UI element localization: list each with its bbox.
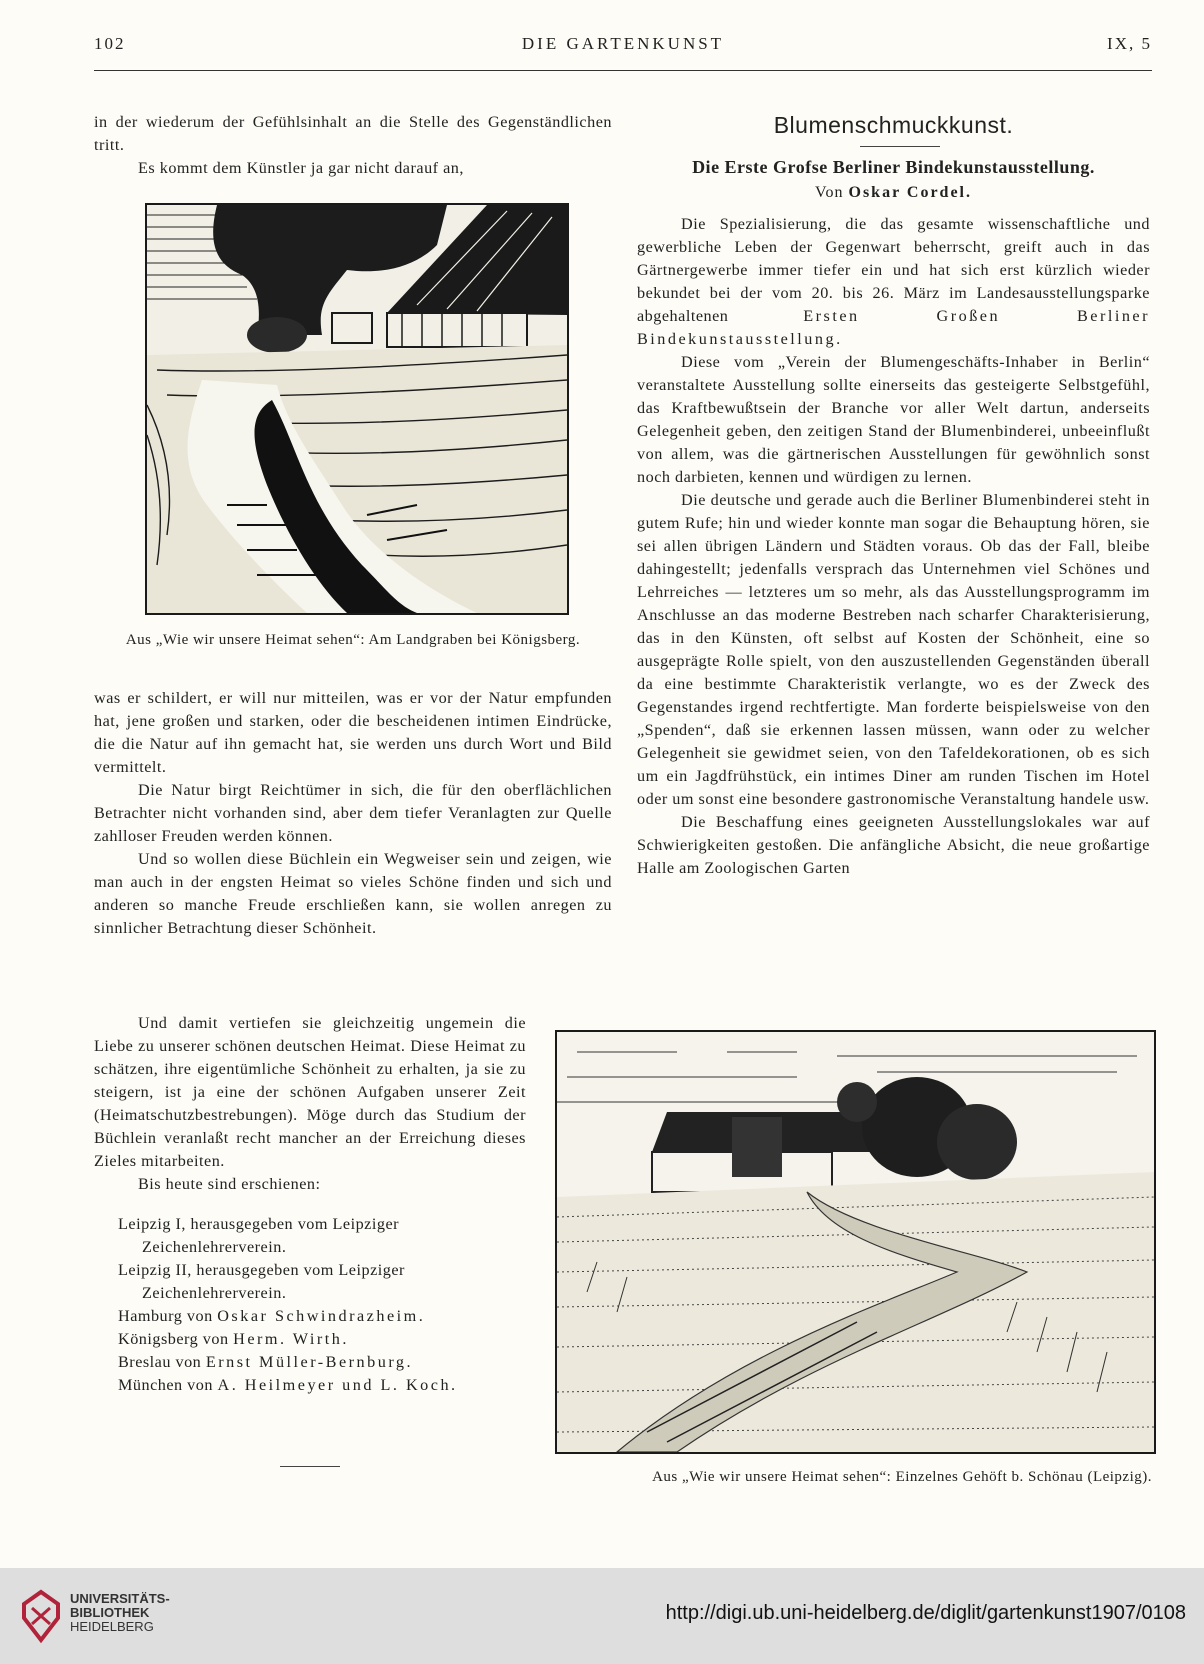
title-rule	[860, 146, 940, 147]
byline: Von Oskar Cordel.	[815, 184, 972, 201]
header-rule	[94, 70, 1152, 71]
list-item: Hamburg von Oskar Schwindrazheim.	[118, 1307, 426, 1325]
paragraph: Es kommt dem Künstler ja gar nicht darauf an,	[138, 159, 464, 177]
section-title: Blumenschmuckkunst.	[773, 112, 1014, 138]
farmstead-illustration	[555, 1030, 1156, 1454]
running-header	[94, 34, 1152, 58]
end-rule	[280, 1466, 340, 1467]
left-body	[94, 687, 612, 940]
library-name: UNIVERSITÄTS- BIBLIOTHEK HEIDELBERG	[70, 1591, 170, 1634]
publication-list	[94, 1213, 526, 1397]
page-number: 102	[94, 34, 126, 53]
paragraph: Bis heute sind erschienen:	[138, 1175, 321, 1193]
source-url-link[interactable]: http://digi.ub.uni-heidelberg.de/diglit/gartenkunst1907/0108	[665, 1602, 1186, 1624]
volume-number: IX, 5	[1107, 34, 1152, 53]
journal-title: DIE GARTENKUNST	[521, 34, 725, 53]
woodcut-landgraben-illustration	[145, 203, 569, 615]
paragraph: Die Beschaffung eines geeigneten Ausstellungslokales war auf Schwierigkeiten gestoßen. Die anfängliche Absicht, die neue großartige Halle am Zoologischen Garten	[637, 813, 1150, 877]
paragraph: in der wiederum der Gefühlsinhalt an die Stelle des Gegenständlichen tritt.	[94, 113, 612, 154]
list-item: Leipzig II, herausgegeben vom Leipziger Zeichenlehrerverein.	[118, 1261, 405, 1302]
right-body	[637, 213, 1150, 880]
left-intro	[94, 111, 612, 180]
digitization-footer	[0, 1568, 1204, 1664]
paragraph: Und damit vertiefen sie gleichzeitig ungemein die Liebe zu unserer schönen deutschen Heimat. Diese Heimat zu schätzen, ihre eigentümliche Schönheit zu erhalten, ja sie zu steigern, ist ja eine der schönen Aufgaben unserer Zeit (Heimatschutzbestrebungen). Möge durch das Studium der Büchlein veranlaßt recht mancher an der Erreichung dieses Zieles mitarbeiten.	[94, 1014, 526, 1170]
figure-caption: Aus „Wie wir unsere Heimat sehen“: Am Landgraben bei Königsberg.	[125, 632, 581, 648]
paragraph: Und so wollen diese Büchlein ein Wegweiser sein und zeigen, wie man auch in der engsten Heimat so vieles Schöne finden und sich und anderen so manche Freude erschließen kann, sie wollen anregen zu sinnlicher Betrachtung dieser Schönheit.	[94, 850, 612, 937]
paragraph: Die Natur birgt Reichtümer in sich, die für den oberflächlichen Betrachter nicht vorhanden sind, aber dem tiefer Veranlagten zur Quelle zahlloser Freuden werden können.	[94, 781, 612, 845]
list-item: München von A. Heilmeyer und L. Koch.	[118, 1376, 458, 1394]
paragraph: Die Spezialisierung, die das gesamte wissenschaftliche und gewerbliche Leben der Gegenwart beherrscht, greift auch in das Gärtnergewerbe immer tiefer ein und hat sich erst kürzlich wieder bekundet bei der vom 20. bis 26. März im Landesausstellungsparke abgehaltenen Ersten Großen Berliner Bindekunstausstellung.	[637, 215, 1150, 348]
library-logo-icon	[18, 1588, 64, 1644]
list-item: Breslau von Ernst Müller-Bernburg.	[118, 1353, 414, 1371]
farmstead-illustration-graphic	[557, 1032, 1154, 1452]
list-item: Königsberg von Herm. Wirth.	[118, 1330, 349, 1348]
landgraben-illustration-graphic	[147, 205, 567, 613]
paragraph: Die deutsche und gerade auch die Berliner Blumenbinderei steht in gutem Rufe; hin und wieder konnte man sogar die Behauptung hören, sie sei allen übrigen Ländern und Städten voraus. Ob das der Fall, bleibe dahingestellt; jedenfalls versprach das Unternehmen viel Schönes und Lehrreiches — letzteres um so mehr, als das Ausstellungsprogramm im Anschlusse an das moderne Bestreben nach scharfer Charakterisierung, das in den Künsten, oft selbst auf Kosten der Schönheit, eine so ausgeprägte Rolle spielt, von den auszustellenden Gegenständen überall da eine bestimmte Charakteristik verlangte, wo es der Zweck des Gegenstandes irgend rechtfertigte. Man forderte beispielsweise von den „Spenden“, daß sie erkennen lassen müssen, wann oder zu welcher Gelegenheit sie gewidmet seien, von den Tafeldekorationen, ob es sich um ein Jagdfrühstück, ein intimes Diner am runden Tischen im Hotel oder um sonst eine besondere gastronomische Veranstaltung handele usw.	[637, 491, 1150, 808]
left-narrow-body	[94, 1012, 526, 1196]
paragraph: Diese vom „Verein der Blumengeschäfts-Inhaber in Berlin“ veranstaltete Ausstellung sollte einerseits das gesteigerte Selbstgefühl, das Kraftbewußtsein der Branche vor aller Welt dartun, anderseits Gelegenheit geben, den zeitigen Stand der Blumenbinderei, unbeeinflußt von allem, was die gärtnerischen Ausstellungen für gewöhnlich sonst noch darbieten, kennen und würdigen zu lernen.	[637, 353, 1150, 486]
paragraph: was er schildert, er will nur mitteilen, was er vor der Natur empfunden hat, jene großen und starken, oder die bescheidenen intimen Eindrücke, die die Natur auf ihn gemacht hat, sie werden uns durch Wort und Bild vermittelt.	[94, 689, 612, 776]
figure-caption: Aus „Wie wir unsere Heimat sehen“: Einzelnes Gehöft b. Schönau (Leipzig).	[652, 1469, 1152, 1485]
article-title: Die Erste Grofse Berliner Bindekunstausstellung.	[692, 157, 1095, 177]
list-item: Leipzig I, herausgegeben vom Leipziger Zeichenlehrerverein.	[118, 1215, 400, 1256]
